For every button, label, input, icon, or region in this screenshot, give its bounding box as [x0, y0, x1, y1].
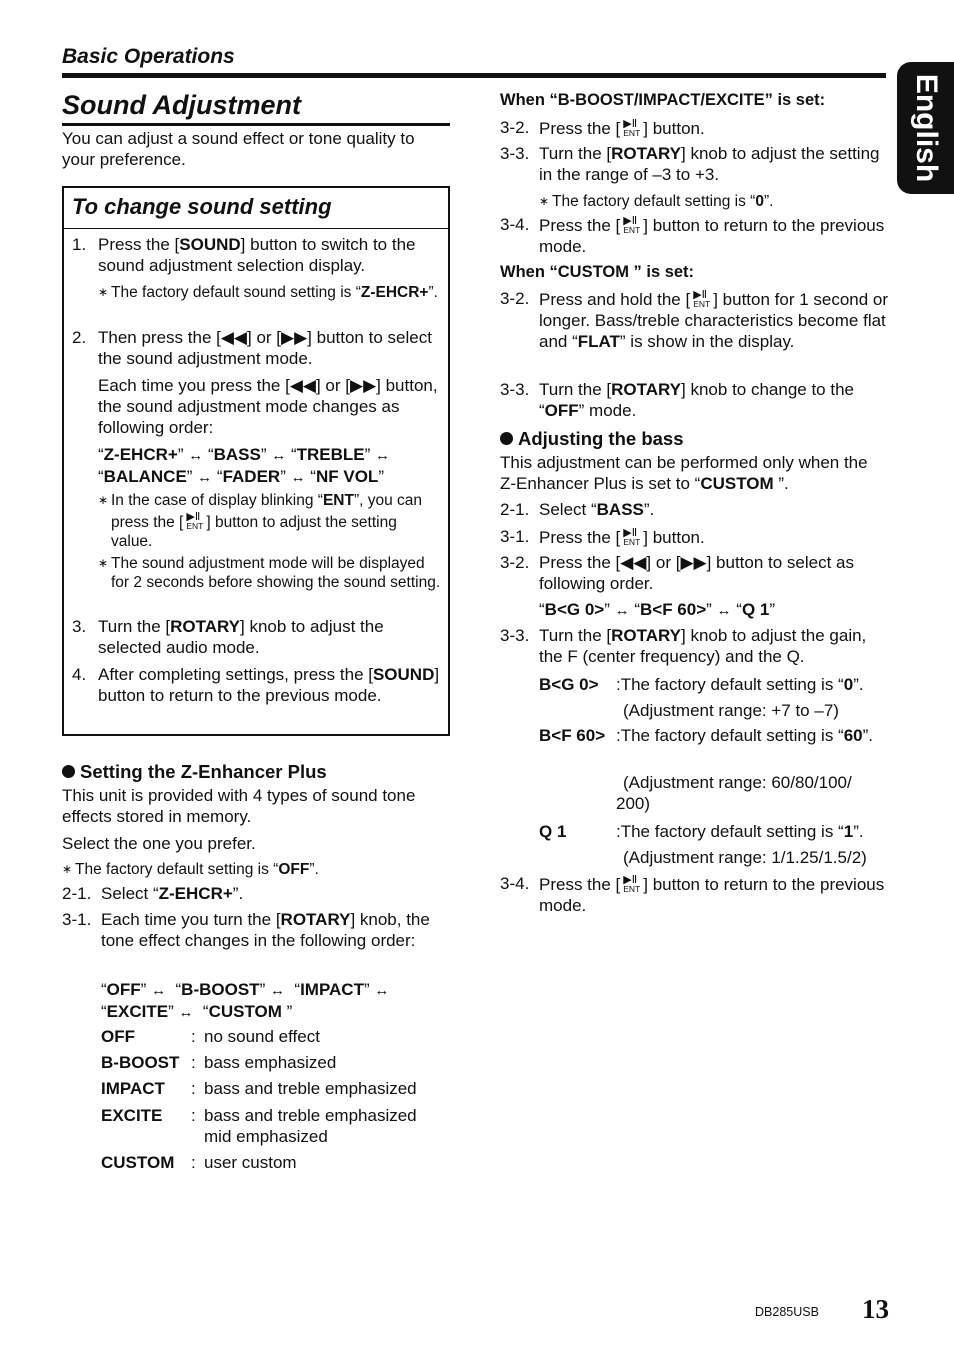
- when-custom-heading: When “CUSTOM ” is set:: [500, 263, 695, 281]
- step-1: [72, 234, 442, 276]
- note-default-sound: ∗ The factory default sound setting is “Z-EHCR+”.: [98, 284, 438, 301]
- step-text: After completing settings, press the [SOUND] button to return to the previous mode.: [98, 665, 440, 705]
- step-number: 2-1.: [62, 884, 92, 903]
- title-rule: [62, 123, 450, 126]
- page-title: Sound Adjustment: [62, 90, 301, 120]
- bullet-icon: [500, 432, 513, 445]
- play-pause-ent-icon: ▶Ⅱ ENT: [623, 215, 641, 235]
- next-track-icon: ▶▶: [680, 553, 707, 572]
- next-track-icon: ▶▶: [281, 328, 308, 347]
- step-text: Press the [ ▶Ⅱ ENT ] button to return to the previous mode.: [539, 874, 885, 915]
- step-text: Press the [ ▶Ⅱ ENT ] button to return to the previous mode.: [539, 215, 885, 256]
- intro-paragraph: You can adjust a sound effect or tone quality to your preference.: [62, 129, 415, 169]
- custom-step-3-2: [500, 288, 890, 352]
- bullet-icon: [62, 765, 75, 778]
- step-text: Turn the [ROTARY] knob to adjust the gain, the F (center frequency) and the Q.: [539, 626, 867, 666]
- note-ent-blinking: ∗ In the case of display blinking “ENT”, you can press the [ ▶Ⅱ ENT ] button to adjust the setting value.: [98, 492, 423, 550]
- section-header: Basic Operations: [62, 45, 235, 68]
- boost-step-3-2: [500, 117, 890, 139]
- step-number: 3-4.: [500, 874, 530, 893]
- asterisk-icon: ∗: [539, 194, 550, 208]
- step-text: Press the [ ▶Ⅱ ENT ] button.: [539, 527, 705, 547]
- header-rule: [62, 73, 886, 78]
- step-number: 3-1.: [500, 527, 530, 546]
- prev-track-icon: ◀◀: [289, 376, 316, 395]
- step-number: 3-3.: [500, 626, 530, 645]
- bass-step-3-2: [500, 552, 890, 594]
- step-2: [72, 327, 442, 369]
- sound-setting-box: [62, 186, 450, 736]
- asterisk-icon: ∗: [98, 556, 109, 570]
- play-pause-ent-icon: ▶Ⅱ ENT: [693, 289, 711, 309]
- zenhancer-heading: Setting the Z-Enhancer Plus: [62, 760, 327, 783]
- each-time-paragraph: Each time you press the [◀◀] or [▶▶] button, the sound adjustment mode changes as following order:: [98, 376, 438, 437]
- step-number: 3-2.: [500, 553, 530, 572]
- tone-effect-order: “OFF” ↔ “B-BOOST” ↔ “IMPACT” ↔ “EXCITE” ↔ “CUSTOM ”: [101, 980, 390, 1021]
- play-pause-ent-icon: ▶Ⅱ ENT: [623, 874, 641, 894]
- boost-step-3-4: [500, 214, 890, 257]
- step-number: 3.: [72, 617, 87, 636]
- page-number: 13: [862, 1294, 889, 1324]
- step-number: 3-2.: [500, 289, 530, 308]
- step-number: 3-3.: [500, 380, 530, 399]
- zenhancer-intro: This unit is provided with 4 types of sound tone effects stored in memory.: [62, 786, 416, 826]
- bass-intro: This adjustment can be performed only when the Z-Enhancer Plus is set to “CUSTOM ”.: [500, 453, 868, 493]
- prev-track-icon: ◀◀: [620, 553, 647, 572]
- language-tab: [897, 62, 954, 194]
- bass-heading: Adjusting the bass: [500, 427, 684, 450]
- asterisk-icon: ∗: [62, 862, 73, 876]
- step-text: Select “Z-EHCR+”.: [101, 884, 244, 903]
- step-text: Press and hold the [ ▶Ⅱ ENT ] button for 1 second or longer. Bass/treble characteristics become flat and “FLAT” is show in the display.: [539, 289, 889, 351]
- bass-step-3-1: [500, 526, 890, 548]
- bass-param-order: “B<G 0>” ↔ “B<F 60>” ↔ “Q 1”: [539, 600, 776, 619]
- play-pause-ent-icon: ▶Ⅱ ENT: [186, 511, 204, 531]
- step-number: 2-1.: [500, 500, 530, 519]
- sound-mode-order: “Z-EHCR+” ↔ “BASS” ↔ “TREBLE” ↔ “BALANCE” ↔ “FADER” ↔ “NF VOL”: [98, 445, 391, 486]
- play-pause-ent-icon: ▶Ⅱ ENT: [623, 118, 641, 138]
- bass-step-3-4: [500, 873, 890, 916]
- step-text: Select “BASS”.: [539, 500, 655, 519]
- play-pause-ent-icon: ▶Ⅱ ENT: [623, 527, 641, 547]
- zenhancer-step-2-1: [62, 883, 450, 904]
- step-text: Then press the [◀◀] or [▶▶] button to select the sound adjustment mode.: [98, 328, 432, 368]
- when-boost-heading: When “B-BOOST/IMPACT/EXCITE” is set:: [500, 91, 826, 109]
- step-text: Turn the [ROTARY] knob to change to the “OFF” mode.: [539, 380, 854, 420]
- note-default-zero: ∗ The factory default setting is “0”.: [539, 193, 774, 210]
- step-number: 4.: [72, 665, 87, 684]
- note-default-off: ∗ The factory default setting is “OFF”.: [62, 861, 319, 878]
- step-3: [72, 616, 442, 658]
- step-text: Turn the [ROTARY] knob to adjust the setting in the range of –3 to +3.: [539, 144, 880, 184]
- prev-track-icon: ◀◀: [220, 328, 247, 347]
- step-number: 3-4.: [500, 215, 530, 234]
- step-4: [72, 664, 442, 706]
- bass-param-table: B<G 0> :The factory default setting is “0”. (Adjustment range: +7 to –7) B<F 60> :The factory default setting is “60”. (Adjustment range: 60/80/100/ 200) Q 1 :The factory default setting is “1”. (Adjustment range: 1/1.25/1.5/2): [539, 675, 874, 867]
- step-number: 1.: [72, 235, 87, 254]
- bass-step-2-1: [500, 499, 890, 520]
- step-text: Each time you turn the [ROTARY] knob, the tone effect changes in the following order:: [101, 910, 430, 950]
- custom-step-3-3: [500, 379, 890, 421]
- bass-step-3-3: [500, 625, 890, 667]
- next-track-icon: ▶▶: [350, 376, 377, 395]
- boost-step-3-3: [500, 143, 890, 185]
- asterisk-icon: ∗: [98, 493, 109, 507]
- box-title: To change sound setting: [72, 194, 332, 219]
- step-text: Press the [SOUND] button to switch to the sound adjustment selection display.: [98, 235, 416, 275]
- model-number: DB285USB: [755, 1305, 819, 1319]
- asterisk-icon: ∗: [98, 285, 109, 299]
- zenhancer-step-3-1: [62, 909, 450, 951]
- step-number: 2.: [72, 328, 87, 347]
- step-text: Press the [ ▶Ⅱ ENT ] button.: [539, 118, 705, 138]
- note-display-duration: ∗ The sound adjustment mode will be displayed for 2 seconds before showing the sound setting.: [98, 555, 441, 591]
- step-number: 3-1.: [62, 910, 92, 929]
- step-text: Press the [◀◀] or [▶▶] button to select as following order.: [539, 553, 855, 593]
- tone-mode-table: OFF : no sound effect B-BOOST : bass emphasized IMPACT : bass and treble emphasized EXCITE : bass and treble emphasized mid emphasized CUSTOM : user custom: [101, 1027, 417, 1172]
- box-title-bar: [64, 188, 448, 229]
- step-number: 3-2.: [500, 118, 530, 137]
- step-number: 3-3.: [500, 144, 530, 163]
- language-tab-label: English: [909, 73, 943, 183]
- zenhancer-select: Select the one you prefer.: [62, 834, 256, 853]
- step-text: Turn the [ROTARY] knob to adjust the selected audio mode.: [98, 617, 384, 657]
